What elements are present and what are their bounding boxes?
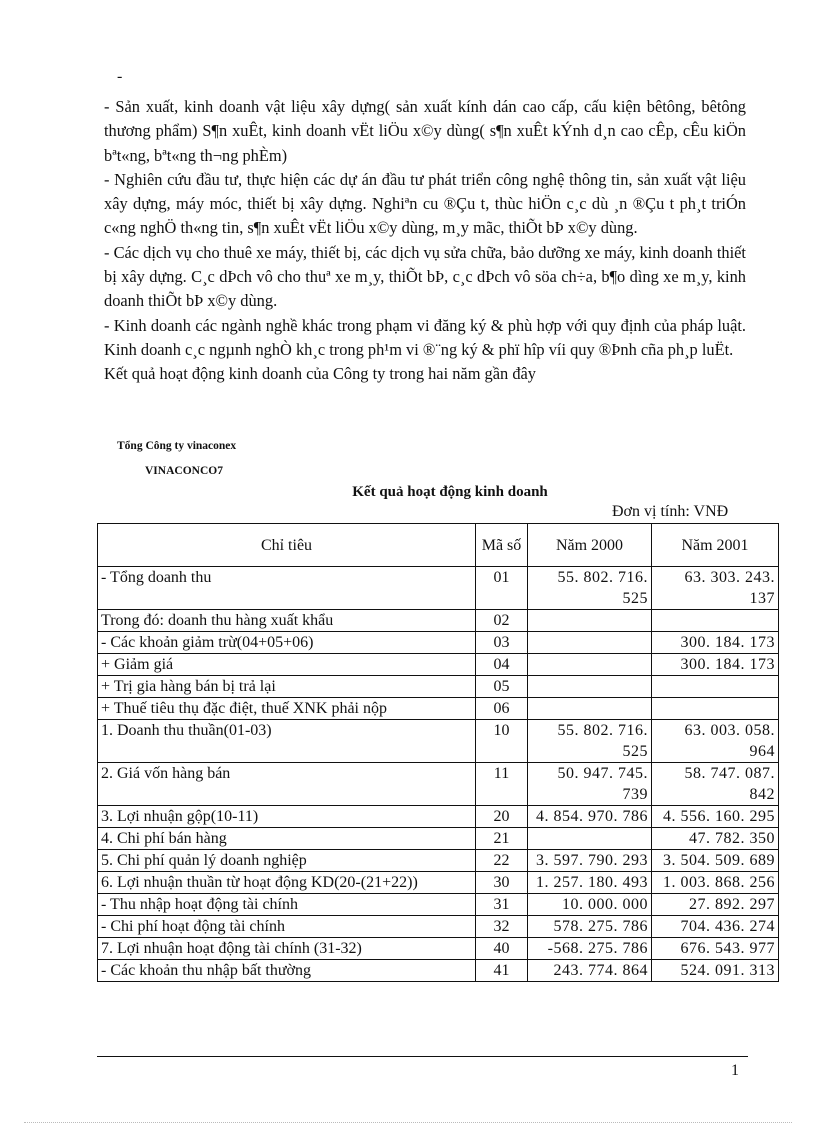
row-indicator: 5. Chi phí quản lý doanh nghiệp bbox=[98, 850, 476, 872]
row-code: 10 bbox=[476, 720, 528, 763]
table-row bbox=[98, 654, 779, 676]
row-value-2001: 47. 782. 350 bbox=[652, 828, 779, 850]
row-value-2001: 63. 003. 058. 964 bbox=[652, 720, 779, 763]
row-value-2000 bbox=[528, 654, 652, 676]
table-row bbox=[98, 698, 779, 720]
row-indicator: - Thu nhập hoạt động tài chính bbox=[98, 894, 476, 916]
row-indicator: 1. Doanh thu thuần(01-03) bbox=[98, 720, 476, 763]
header-year-2001: Năm 2001 bbox=[652, 524, 779, 567]
table-row bbox=[98, 828, 779, 850]
table-row bbox=[98, 938, 779, 960]
row-code: 31 bbox=[476, 894, 528, 916]
table-row bbox=[98, 916, 779, 938]
row-code: 20 bbox=[476, 806, 528, 828]
row-value-2000: 243. 774. 864 bbox=[528, 960, 652, 982]
row-code: 30 bbox=[476, 872, 528, 894]
table-row bbox=[98, 960, 779, 982]
business-results-table bbox=[97, 523, 779, 982]
company-name: Tổng Công ty vinaconex bbox=[117, 440, 237, 452]
row-value-2001: 300. 184. 173 bbox=[652, 632, 779, 654]
row-indicator: - Các khoản thu nhập bất thường bbox=[98, 960, 476, 982]
row-value-2001: 63. 303. 243. 137 bbox=[652, 567, 779, 610]
row-value-2000: 55. 802. 716. 525 bbox=[528, 720, 652, 763]
row-value-2001: 300. 184. 173 bbox=[652, 654, 779, 676]
row-code: 41 bbox=[476, 960, 528, 982]
row-code: 05 bbox=[476, 676, 528, 698]
row-value-2000: 1. 257. 180. 493 bbox=[528, 872, 652, 894]
paragraph-other-business: - Kinh doanh các ngành nghề khác trong phạm vi đăng ký & phù hợp với quy định của pháp luật. Kinh doanh c¸c ngµnh nghÒ kh¸c trong ph¹m vi ®¨ng ký & phï hîp víi quy ®Þnh cña ph¸p luËt. bbox=[104, 315, 746, 359]
row-code: 03 bbox=[476, 632, 528, 654]
row-value-2001: 704. 436. 274 bbox=[652, 916, 779, 938]
footer-rule bbox=[97, 1056, 748, 1057]
row-indicator: - Các khoản giảm trừ(04+05+06) bbox=[98, 632, 476, 654]
row-value-2001: 58. 747. 087. 842 bbox=[652, 763, 779, 806]
row-code: 04 bbox=[476, 654, 528, 676]
header-year-2000: Năm 2000 bbox=[528, 524, 652, 567]
header-indicator: Chỉ tiêu bbox=[98, 524, 476, 567]
row-value-2001: 27. 892. 297 bbox=[652, 894, 779, 916]
row-indicator: 2. Giá vốn hàng bán bbox=[98, 763, 476, 806]
row-value-2000 bbox=[528, 676, 652, 698]
row-value-2000: 55. 802. 716. 525 bbox=[528, 567, 652, 610]
table-row bbox=[98, 567, 779, 610]
row-indicator: + Giảm giá bbox=[98, 654, 476, 676]
row-code: 22 bbox=[476, 850, 528, 872]
row-value-2001: 1. 003. 868. 256 bbox=[652, 872, 779, 894]
row-code: 02 bbox=[476, 610, 528, 632]
row-value-2001 bbox=[652, 676, 779, 698]
row-indicator: - Chi phí hoạt động tài chính bbox=[98, 916, 476, 938]
table-row bbox=[98, 850, 779, 872]
row-indicator: 3. Lợi nhuận gộp(10-11) bbox=[98, 806, 476, 828]
table-row bbox=[98, 610, 779, 632]
row-value-2000 bbox=[528, 698, 652, 720]
row-code: 40 bbox=[476, 938, 528, 960]
row-value-2001: 4. 556. 160. 295 bbox=[652, 806, 779, 828]
currency-unit: Đơn vị tính: VNĐ bbox=[612, 503, 729, 520]
row-value-2001: 524. 091. 313 bbox=[652, 960, 779, 982]
paragraph-services: - Các dịch vụ cho thuê xe máy, thiết bị, các dịch vụ sửa chữa, bảo dưỡng xe máy, kinh doanh thiết bị xây dựng. C¸c dÞch vô cho thuª xe m¸y, thiÕt bÞ, c¸c dÞch vô söa ch÷a, b¶o dìng xe m¸y, kinh doanh thiÕt bÞ x©y dùng. bbox=[104, 242, 746, 311]
row-value-2001 bbox=[652, 698, 779, 720]
row-indicator: + Thuế tiêu thụ đặc điệt, thuế XNK phải nộp bbox=[98, 698, 476, 720]
table-row bbox=[98, 894, 779, 916]
company-code: VINACONCO7 bbox=[145, 465, 223, 477]
row-value-2001: 676. 543. 977 bbox=[652, 938, 779, 960]
body-text bbox=[104, 95, 746, 387]
row-value-2000: 3. 597. 790. 293 bbox=[528, 850, 652, 872]
table-row bbox=[98, 872, 779, 894]
row-indicator: 7. Lợi nhuận hoạt động tài chính (31-32) bbox=[98, 938, 476, 960]
row-code: 21 bbox=[476, 828, 528, 850]
row-code: 11 bbox=[476, 763, 528, 806]
header-code: Mã số bbox=[476, 524, 528, 567]
row-indicator: + Trị gia hàng bán bị trả lại bbox=[98, 676, 476, 698]
row-value-2001: 3. 504. 509. 689 bbox=[652, 850, 779, 872]
page-number: 1 bbox=[731, 1062, 739, 1079]
row-indicator: Trong đó: doanh thu hàng xuất khẩu bbox=[98, 610, 476, 632]
paragraph-research: - Nghiên cứu đầu tư, thực hiện các dự án đầu tư phát triển công nghệ thông tin, sản xuất vật liệu xây dựng, máy móc, thiết bị xây dựng. Nghiªn cu ®Çu t, thùc hiÖn c¸c dù ¸n ®Çu t ph¸t triÓn c«ng nghÖ th«ng tin, s¶n xuÊt vËt liÖu x©y dùng, m¸y mãc, thiÕt bÞ x©y dùng. bbox=[104, 169, 746, 238]
row-value-2000 bbox=[528, 828, 652, 850]
table-row bbox=[98, 676, 779, 698]
report-title: Kết quả hoạt động kinh doanh bbox=[352, 484, 548, 500]
table-header-row bbox=[98, 524, 779, 567]
row-indicator: - Tổng doanh thu bbox=[98, 567, 476, 610]
row-value-2000: -568. 275. 786 bbox=[528, 938, 652, 960]
row-code: 01 bbox=[476, 567, 528, 610]
paragraph-results-intro: Kết quả hoạt động kinh doanh của Công ty trong hai năm gần đây bbox=[104, 364, 536, 384]
row-value-2000: 50. 947. 745. 739 bbox=[528, 763, 652, 806]
row-value-2000 bbox=[528, 610, 652, 632]
row-value-2001 bbox=[652, 610, 779, 632]
row-indicator: 6. Lợi nhuận thuần từ hoạt động KD(20-(21+22)) bbox=[98, 872, 476, 894]
row-code: 06 bbox=[476, 698, 528, 720]
row-value-2000 bbox=[528, 632, 652, 654]
row-code: 32 bbox=[476, 916, 528, 938]
table-row bbox=[98, 806, 779, 828]
table-body bbox=[98, 567, 779, 982]
paragraph-production: - Sản xuất, kinh doanh vật liệu xây dựng( sản xuất kính dán cao cấp, cấu kiện bêtông, bêtông thương phẩm) S¶n xuÊt, kinh doanh vËt liÖu x©y dùng( s¶n xuÊt kÝnh d¸n cao cÊp, cÊu kiÖn bªt«ng, bªt«ng th¬ng phÈm) bbox=[104, 97, 746, 165]
row-value-2000: 578. 275. 786 bbox=[528, 916, 652, 938]
table-row bbox=[98, 632, 779, 654]
table-row bbox=[98, 720, 779, 763]
row-value-2000: 10. 000. 000 bbox=[528, 894, 652, 916]
row-indicator: 4. Chi phí bán hàng bbox=[98, 828, 476, 850]
row-value-2000: 4. 854. 970. 786 bbox=[528, 806, 652, 828]
table-row bbox=[98, 763, 779, 806]
top-dash: - bbox=[117, 68, 123, 85]
